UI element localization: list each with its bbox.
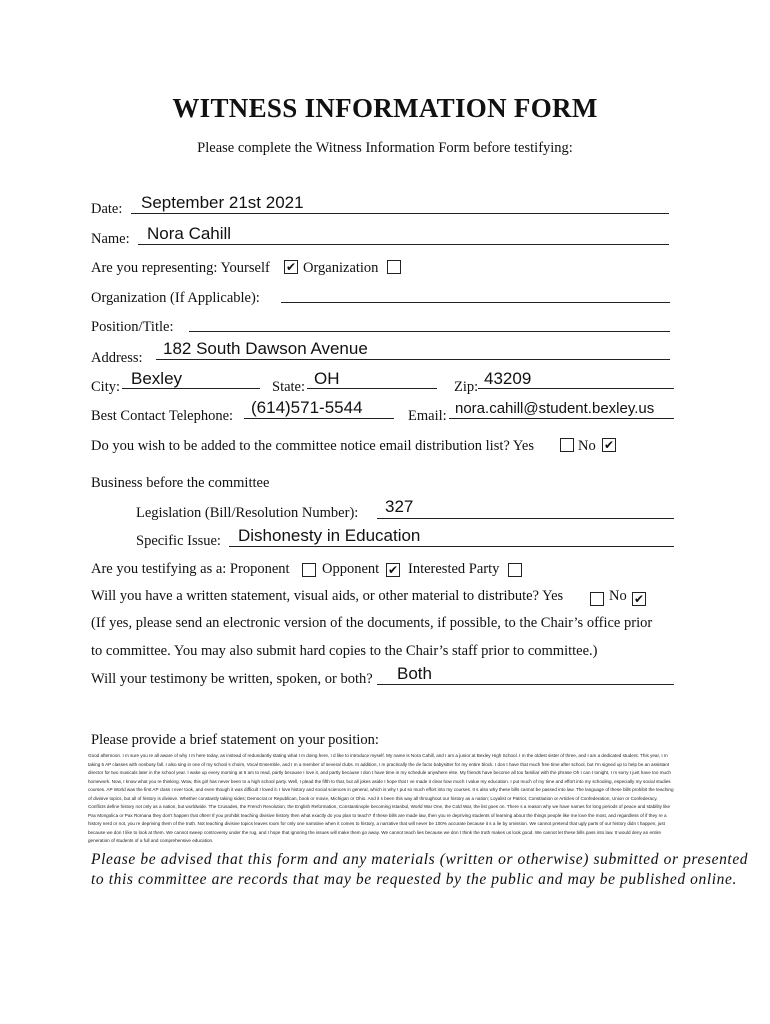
legislation-label: Legislation (Bill/Resolution Number): [136, 505, 359, 521]
distribution-no-checkbox[interactable]: ✔ [603, 438, 615, 452]
statement-prompt: Please provide a brief statement on your position: [91, 732, 379, 748]
business-heading: Business before the committee [91, 475, 270, 491]
position-label: Position/Title: [91, 319, 174, 335]
form-subtitle: Please complete the Witness Information Form before testifying: [197, 140, 573, 156]
phone-underline [244, 418, 394, 419]
organization-field[interactable] [281, 302, 670, 303]
notice-line-1: Please be advised that this form and any materials (written or otherwise) submitted or presented [91, 851, 749, 868]
written-statement-question: Will you have a written statement, visual aids, or other material to distribute? Yes [91, 588, 564, 604]
specific-issue-field[interactable]: Dishonesty in Education [238, 526, 421, 545]
specific-issue-label: Specific Issue: [136, 533, 221, 549]
state-field[interactable]: OH [314, 369, 340, 388]
name-label: Name: [91, 231, 130, 247]
legislation-underline [377, 518, 674, 519]
proponent-checkbox[interactable] [302, 563, 316, 577]
zip-label: Zip: [454, 379, 479, 395]
email-label: Email: [408, 408, 447, 424]
legislation-field[interactable]: 327 [385, 497, 414, 516]
phone-label: Best Contact Telephone: [91, 408, 234, 424]
interested-party-checkbox[interactable] [508, 563, 522, 577]
statement-textarea[interactable]: Good afternoon. I m sure you re all aware of why I m here today, as instead of redundantly stating what I m doing here, I d like to introduce myself. My name is Nora Cahill, and I am a junior at Bexley High School. I m the oldest sister of three, and I am a dedicated student. This year, I m taking 5 AP classes with nonbusy fall. I also sing in one of my school s choirs, Vocal Ensemble, and I m a member of several clubs. In addition, I m practically the de facto babysitter for my entire block. I don t have that much free time after school, but I'm signed up to help be an assistant director for two musicals later in the school year. I wake up every morning at 6 am to read, partly because I love it, and partly because I don t have time in my schedule anywhere else. My friends have become all too familiar with the phrase Oh I can t tonight, I m sorry I just have too much homework. Now, I know what you re thinking. Wow, this girl has never been to a high school party. Well, I plead the fifth to that, but all jokes aside I hope that I ve made it clear how much I value my education. I put much of my time and effort into my schooling, especially my social studies courses. AP World was the first AP class I ever took, and even though it was difficult I loved it. I love history and social sciences in general, which is why I put so much effort into my courses. It s also why these bills cannot be passed into law. The language of these bills prohibit the teaching of divisive topics, but all of history is divisive. Whether constantly taking sides; Democrat or Republican, book or movie, Michigan or Ohio. And it s been this way all throughout our history as a nation; Loyalist or Patriot, Constitution or Articles of Confederation, Union or Confederacy. Conflicts define history not only as a nation, but worldwide. The Crusades, the French Revolution, the English Reformation, Constantinople becoming Istanbul, World War One, the Cold War, the list goes on. There s a reason why we have names for long periods of peace and stability like Pax Mongolica or Pax Romana they don't happen that often! If you prohibit teaching divisive history then what exactly do you plan to teach? If these bills are made law, then you re depriving students of learning about the things people like me love the most, and regardless of if they re a history nerd or not, you re depriving them of the truth. Not teaching divisive topics leaves room for only one narrative when it comes to history, a narrative that will never be 100% accurate because it s a lie by omission. We cannot pretend that ugly parts of our history didn t happen, just because we don t like to look at them. We cannot sweep controversy under the rug, and I hope that ignoring the issues will make them go away. We cannot teach lies because we don t think the truth makes us look good. We cannot let these bills pass into law. It would deny an entire generation of students of a full and comprehensive education. [88, 753, 674, 843]
representing-question: Are you representing: Yourself [91, 260, 270, 276]
state-label: State: [272, 379, 306, 395]
written-no-checkbox[interactable]: ✔ [633, 592, 645, 606]
date-field[interactable]: September 21st 2021 [141, 193, 304, 212]
city-label: City: [91, 379, 121, 395]
zip-field[interactable]: 43209 [484, 369, 532, 388]
city-field[interactable]: Bexley [131, 369, 183, 388]
organization-label: Organization (If Applicable): [91, 290, 260, 306]
address-label: Address: [91, 350, 143, 366]
testifying-question: Are you testifying as a: Proponent [91, 561, 290, 577]
testimony-type-field[interactable]: Both [397, 664, 432, 683]
name-underline [138, 244, 669, 245]
notice-line-2: to this committee are records that may be requested by the public and may be published online. [91, 871, 737, 888]
instructions-line-1: (If yes, please send an electronic version of the documents, if possible, to the Chair’s office prior [91, 615, 653, 631]
organization-checkbox[interactable] [387, 260, 401, 274]
phone-field[interactable]: (614)571-5544 [251, 398, 363, 417]
date-label: Date: [91, 201, 123, 217]
opponent-label: Opponent [322, 561, 380, 577]
written-yes-checkbox[interactable] [590, 592, 604, 606]
distribution-no-label: No [578, 438, 596, 454]
position-field[interactable] [189, 331, 670, 332]
specific-issue-underline [229, 546, 674, 547]
opponent-checkbox[interactable]: ✔ [387, 563, 399, 577]
written-no-label: No [609, 588, 627, 604]
email-field[interactable]: nora.cahill@student.bexley.us [455, 400, 655, 417]
organization-option-label: Organization [303, 260, 379, 276]
address-field[interactable]: 182 South Dawson Avenue [163, 339, 368, 358]
form-title: WITNESS INFORMATION FORM [172, 93, 598, 123]
interested-party-label: Interested Party [408, 561, 500, 577]
name-field[interactable]: Nora Cahill [147, 224, 232, 243]
email-underline [449, 418, 674, 419]
date-underline [131, 213, 669, 214]
testimony-type-underline [377, 684, 674, 685]
yourself-checkbox[interactable]: ✔ [285, 260, 297, 274]
distribution-question: Do you wish to be added to the committee notice email distribution list? Yes [91, 438, 534, 454]
instructions-line-2: to committee. You may also submit hard copies to the Chair’s staff prior to committee.) [91, 643, 598, 659]
distribution-yes-checkbox[interactable] [560, 438, 574, 452]
address-underline [156, 359, 670, 360]
testimony-type-label: Will your testimony be written, spoken, or both? [91, 671, 373, 687]
